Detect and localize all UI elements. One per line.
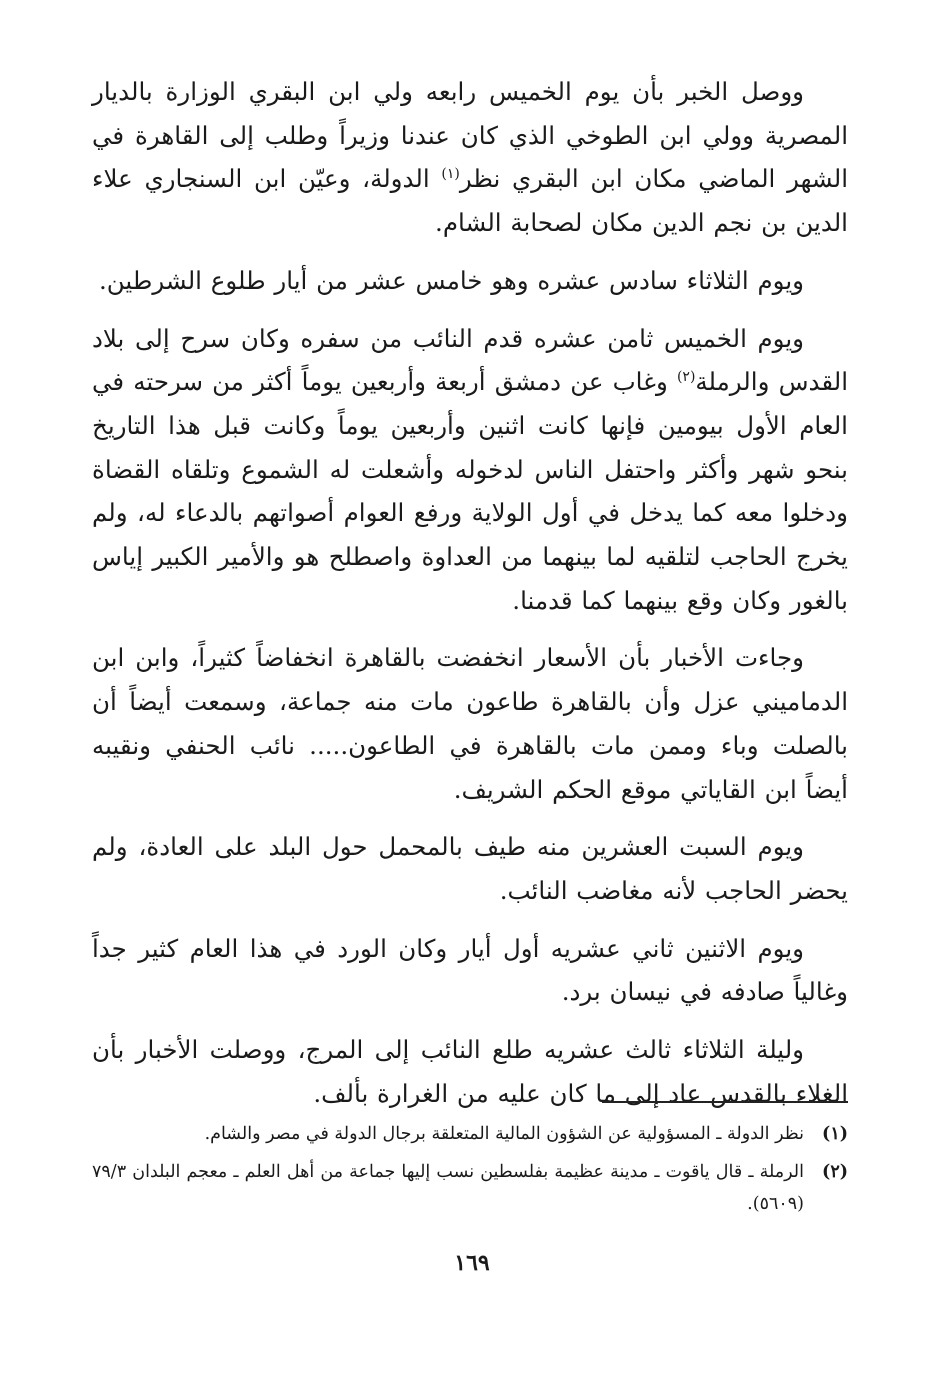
paragraph-text: وليلة الثلاثاء ثالث عشريه طلع النائب إلى المرج، ووصلت الأخبار بأن الغلاء بالقدس عاد إلى ما كان عليه من الغرارة بألف. <box>92 1035 848 1108</box>
paragraph-text: وغاب عن دمشق أربعة وأربعين يوماً أكثر من سرحته في العام الأول بيومين فإنها كانت اثنين وأربعين يوماً وكانت قبل هذا التاريخ بنحو شهر وأكثر واحتفل الناس لدخوله وأشعلت له الشموع وتلقاه القضاة ودخلوا معه كما يدخل في أول الولاية ورفع العوام أصواتهم بالدعاء له، ولم يخرج الحاجب لتلقيه لما بينهما من العداوة واصطلح هو والأمير الكبير إياس بالغور وكان وقع بينهما كما قدمنا. <box>92 367 848 615</box>
paragraph-4 <box>92 636 848 811</box>
paragraph-text: وجاءت الأخبار بأن الأسعار انخفضت بالقاهرة انخفاضاً كثيراً، وابن ابن الدماميني عزل وأن بالقاهرة طاعون مات منه جماعة، وسمعت أيضاً أن بالصلت وباء وممن مات بالقاهرة في الطاعون..... نائب الحنفي ونقيبه أيضاً ابن القاياتي موقع الحكم الشريف. <box>92 643 848 804</box>
paragraph-1 <box>92 70 848 245</box>
paragraph-text: ويوم السبت العشرين منه طيف بالمحمل حول البلد على العادة، ولم يحضر الحاجب لأنه مغاضب النائب. <box>92 832 848 905</box>
paragraph-6 <box>92 927 848 1014</box>
footnote-text: الرملة ـ قال ياقوت ـ مدينة عظيمة بفلسطين نسب إليها جماعة من أهل العلم ـ معجم البلدان ٧٩/٣ (٥٦٠٩). <box>92 1162 804 1214</box>
paragraph-3 <box>92 317 848 623</box>
footnote-divider <box>602 1101 848 1103</box>
paragraph-text: ويوم الخميس ثامن عشره قدم النائب من سفره وكان سرح إلى بلاد القدس والرملة <box>92 323 848 397</box>
main-text <box>92 70 848 1129</box>
paragraph-2 <box>92 259 848 303</box>
footnote-number: (٢) <box>822 1162 848 1182</box>
paragraph-5 <box>92 825 848 912</box>
paragraph-text: ويوم الثلاثاء سادس عشره وهو خامس عشر من أيار طلوع الشرطين. <box>98 265 804 295</box>
paragraph-text: ووصل الخبر بأن يوم الخميس رابعه ولي ابن البقري الوزارة بالديار المصرية وولي ابن الطوخي الذي كان عندنا وزيراً وطلب إلى القاهرة في الشهر الماضي مكان ابن البقري نظر <box>92 77 849 194</box>
paragraph-text: ويوم الاثنين ثاني عشريه أول أيار وكان الورد في هذا العام كثير جداً وغالياً صادفه في نيسان برد. <box>92 933 848 1007</box>
footnote-2 <box>92 1156 848 1220</box>
footnote-text: نظر الدولة ـ المسؤولية عن الشؤون المالية المتعلقة برجال الدولة في مصر والشام. <box>204 1124 804 1144</box>
footnote-reference-2: (٢) <box>676 369 696 386</box>
footnotes <box>92 1118 848 1226</box>
footnote-1 <box>92 1118 848 1150</box>
page-number: ١٦٩ <box>454 1250 490 1276</box>
footnote-number: (١) <box>822 1124 848 1144</box>
paragraph-text: الدولة، وعيّن ابن السنجاري علاء الدين بن نجم الدين مكان لصحابة الشام. <box>92 164 848 238</box>
footnote-reference-1: (١) <box>441 166 460 183</box>
